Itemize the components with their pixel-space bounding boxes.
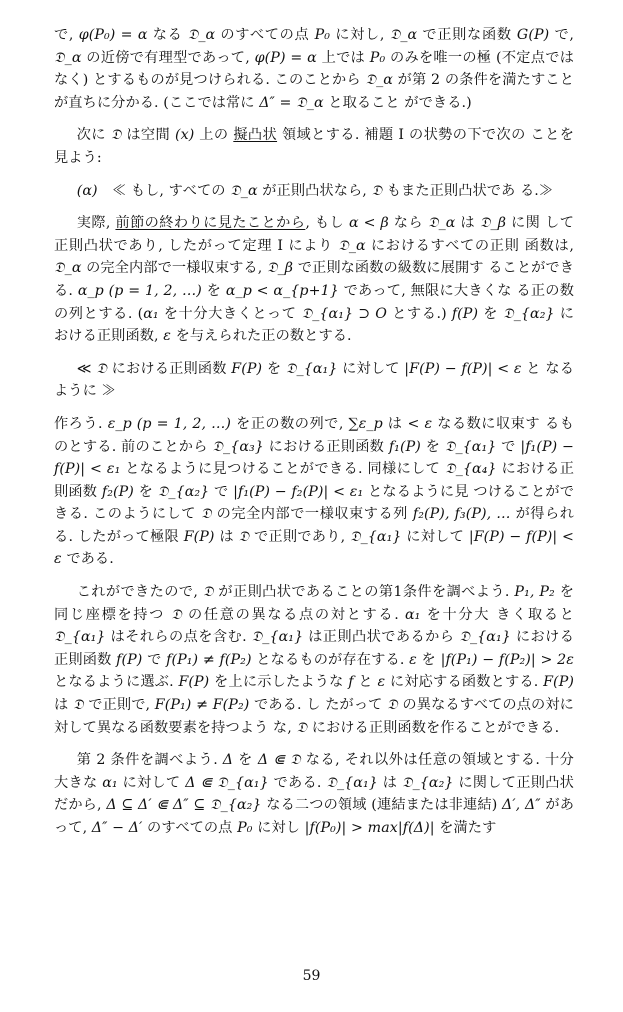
text-run: となるように見 つけることができる. このようにして <box>54 483 575 523</box>
math-expression: α₁ <box>102 774 118 791</box>
paragraph-p2 <box>54 124 574 169</box>
math-expression: 𝔇_{α₂} <box>401 774 454 791</box>
math-expression: f(P) <box>451 305 479 322</box>
text-run: における正則函数を作ることができる. <box>307 719 560 736</box>
text-run: で正則であり, <box>249 528 350 545</box>
math-expression: P₀ <box>314 27 331 43</box>
text-run: に対して <box>117 774 186 791</box>
text-run: と取ること ができる.) <box>323 94 472 111</box>
math-expression: Δ″ − Δ′ <box>91 820 143 836</box>
text-run: を与えられた正の数とする. <box>170 328 352 345</box>
math-expression: 𝔇 <box>201 506 212 523</box>
text-run: 作ろう. <box>54 415 108 432</box>
math-expression: P₀ <box>237 820 253 836</box>
text-run: における正則函数 <box>54 629 574 668</box>
math-expression: |f(P₀)| > max|f(Δ)| <box>304 820 435 836</box>
text-run: は <box>377 774 402 791</box>
math-expression: 𝔇 <box>371 182 383 199</box>
text-run: の異なるすべての点の対に対して異なる函数要素を持つよう な, <box>54 697 574 736</box>
text-run: が正則凸状であることの第1条件を調べよう. <box>213 584 515 601</box>
math-expression: (x) <box>174 127 195 144</box>
text-run: に対して <box>337 360 405 377</box>
text-run: となるように見つけることができる. 同様にして <box>120 461 446 478</box>
text-run: に対して <box>401 528 469 545</box>
text-run: なる数に収束す るものとする. 前のことから <box>54 415 575 455</box>
text-run: と <box>353 674 378 691</box>
text-run: で <box>496 438 521 455</box>
math-expression: Δ ⋐ 𝔇_{α₁} <box>185 774 269 791</box>
text-run: に対し <box>252 820 305 836</box>
text-run: なる, それ以外は任意の領域とする. 十分大きな <box>54 752 574 791</box>
math-expression: f(P) <box>116 651 143 668</box>
text-run: となるものが存在する. <box>251 651 410 668</box>
text-run: を <box>416 651 441 668</box>
text-run: の完全内部で一様収束する列 <box>211 506 413 523</box>
math-expression: α_p < α_{p+1} <box>225 282 339 299</box>
text-run: である. <box>61 551 114 568</box>
paragraph-p5 <box>54 358 574 403</box>
math-expression: 𝔇 <box>96 360 107 377</box>
text-run: に対し, <box>330 27 390 43</box>
paragraph-p1 <box>54 24 574 114</box>
text-run: は <box>455 215 480 232</box>
math-expression: ε_p (p = 1, 2, …) <box>107 415 232 432</box>
math-expression: 𝔇_{α₃} <box>212 438 264 455</box>
math-expression: F(P) <box>178 674 210 691</box>
math-expression: (α) <box>76 182 98 199</box>
text-run: を <box>133 483 158 500</box>
text-run: の任意の異なる点の対とする. <box>181 606 405 623</box>
math-expression: 𝔇_α <box>54 49 82 66</box>
math-expression: Δ′, Δ″ <box>502 797 541 814</box>
text-run: で <box>209 483 234 500</box>
text-run: である. し たがって <box>249 697 388 714</box>
text-run: ≪ もし, すべての <box>97 182 231 199</box>
math-expression: f₂(P) <box>101 483 134 500</box>
text-run: が得られる. したがって極限 <box>54 506 574 545</box>
math-expression: |F(P) − f(P)| < ε <box>404 360 522 377</box>
math-expression: 𝔇_α <box>338 237 366 254</box>
paragraph-p8 <box>54 749 574 839</box>
text-run: で <box>142 651 167 668</box>
text-run: で, <box>549 27 574 43</box>
math-expression: 𝔇_α <box>427 215 456 232</box>
text-run: もまた正則凸状であ る.≫ <box>382 182 554 199</box>
math-expression: α₁ <box>405 606 421 623</box>
text-run: は空間 <box>121 127 175 144</box>
math-expression: 𝔇_{α₂} <box>503 305 555 322</box>
text-run: で正則な函数 <box>417 27 517 43</box>
math-expression: 𝔇 <box>110 127 122 144</box>
text-run: のすべての点 <box>142 820 238 836</box>
page-body <box>54 24 574 850</box>
math-expression: G(P) <box>516 27 550 43</box>
text-run: の近傍で有理型であって, <box>81 49 255 66</box>
text-run: を <box>233 752 258 769</box>
math-expression: f(P₁) ≠ f(P₂) <box>166 651 252 668</box>
math-expression: |f₁(P) − f(P)| < ε₁ <box>54 438 574 478</box>
math-expression: |f(P₁) − f(P₂)| > 2ε <box>440 651 574 668</box>
text-run: を十分大きくとって <box>158 305 302 322</box>
underlined-text: 前節の終わりに見たことから <box>115 215 306 232</box>
math-expression: F(P₁) ≠ F(P₂) <box>154 697 250 714</box>
math-expression: Δ <box>222 752 234 769</box>
text-run: なる二つの領域 (連結または非連結) <box>261 797 503 814</box>
math-expression: 𝔇_α <box>187 27 216 43</box>
math-expression: 𝔇_{α₁} <box>251 629 304 646</box>
text-run: のすべての点 <box>215 27 315 43</box>
math-expression: φ(P₀) = α <box>78 27 148 43</box>
text-run: が正則凸状なら, <box>257 182 372 199</box>
math-expression: Δ ⋐ 𝔇 <box>257 752 301 769</box>
text-run: で, <box>54 27 79 43</box>
text-run: とする.) <box>387 305 452 322</box>
text-run: があって, <box>54 797 574 836</box>
math-expression: 𝔇 <box>387 697 398 714</box>
underlined-text: 擬凸状 <box>233 127 278 144</box>
text-run: に対応する函数とする. <box>385 674 544 691</box>
math-expression: F(P) <box>231 360 263 377</box>
text-run: となるように選ぶ. <box>54 674 179 691</box>
math-expression: φ(P) = α <box>254 49 317 66</box>
text-run: で正則で, <box>83 697 155 714</box>
math-expression: 𝔇_β <box>266 260 294 277</box>
math-expression: F(P) <box>183 528 215 545</box>
math-expression: 𝔇_α <box>365 72 393 89</box>
math-expression: 𝔇_{α₁} ⊃ O <box>301 305 388 322</box>
paragraph-p7 <box>54 581 574 739</box>
text-run: 領域とする. 補題 I の状勢の下で次の ことを見よう: <box>54 127 575 166</box>
math-expression: 𝔇 <box>238 528 250 545</box>
text-run: を <box>478 305 504 322</box>
text-run: が第 2 の条件を満たすことが直ちに分かる. (ここでは常に <box>54 72 575 111</box>
math-expression: |F(P) − f(P)| < ε <box>54 528 574 568</box>
paragraph-p6 <box>54 413 574 571</box>
math-expression: f₁(P) <box>388 438 421 455</box>
text-run: なる <box>147 27 188 43</box>
math-expression: 𝔇_{α₁} <box>459 629 511 646</box>
math-expression: 𝔇 <box>202 584 214 601</box>
text-run: を <box>201 282 226 299</box>
math-expression: α_p (p = 1, 2, …) <box>77 282 202 299</box>
text-run: これができたので, <box>76 584 203 601</box>
math-expression: P₀ <box>369 49 386 66</box>
paragraph-p4 <box>54 212 574 348</box>
text-run: を同じ座標を持つ <box>54 584 575 623</box>
text-run: , もし <box>305 215 350 232</box>
text-run: を上に示したような <box>209 674 349 691</box>
text-run: における正則函数 <box>54 461 574 500</box>
text-run: は正則凸状であるから <box>303 629 460 646</box>
text-run: である. <box>268 774 327 791</box>
math-expression: ε <box>163 328 171 345</box>
math-expression: 𝔇_{α₁} <box>349 528 402 545</box>
text-run: における正則函数 <box>107 360 232 377</box>
text-run: で正則な函数の級数に展開す ることができる. <box>54 260 575 299</box>
text-run: ≪ <box>76 360 97 377</box>
text-run: 上の <box>194 127 234 144</box>
text-run: はそれらの点を含む. <box>105 629 252 646</box>
text-run: に関して正則凸状 だから, <box>54 774 574 814</box>
math-expression: < ε <box>407 415 433 432</box>
math-expression: 𝔇 <box>72 697 84 714</box>
math-expression: ε <box>409 651 417 668</box>
math-expression: 𝔇_{α₁} <box>285 360 338 377</box>
text-run: における正則函数, <box>54 305 574 345</box>
math-expression: F(P) <box>543 674 574 691</box>
math-expression: f₂(P), f₃(P), … <box>412 506 511 523</box>
math-expression: |f₁(P) − f₂(P)| < ε₁ <box>233 483 364 500</box>
text-run: は <box>214 528 239 545</box>
text-run: は <box>382 415 408 432</box>
text-run: と なるように ≫ <box>54 360 574 400</box>
text-run: の完全内部で一様収束する, <box>81 260 267 277</box>
math-expression: f <box>348 674 354 691</box>
math-expression: ε <box>377 674 386 691</box>
math-expression: 𝔇_{α₁} <box>326 774 378 791</box>
text-run: を <box>262 360 286 377</box>
text-run: 実際, <box>76 215 116 232</box>
math-expression: α < β <box>349 215 389 232</box>
text-run: におけるすべての正則 函数は, <box>365 237 574 254</box>
math-expression: 𝔇_{α₁} <box>444 438 497 455</box>
text-run: のみを唯一の極 (不定点ではなく) とするものが見つけられる. このことから <box>54 49 574 89</box>
math-expression: 𝔇_α <box>230 182 258 199</box>
text-run: における正則函数 <box>263 438 389 455</box>
text-run: は <box>54 697 73 714</box>
math-expression: 𝔇_{α₁} <box>54 629 106 646</box>
math-expression: α₁ <box>143 305 159 322</box>
paragraph-p3 <box>54 180 574 203</box>
math-expression: 𝔇_{α₄} <box>445 461 497 478</box>
math-expression: Δ″ = 𝔇_α <box>259 94 324 111</box>
text-run: を満たす <box>434 820 497 836</box>
math-expression: 𝔇 <box>171 606 182 623</box>
text-run: を十分大 きく取ると <box>420 606 574 623</box>
text-run: であって, 無限に大きくな る正の数の列とする. ( <box>54 282 575 322</box>
text-run: 次に <box>76 127 111 144</box>
text-run: 上では <box>316 49 370 66</box>
math-expression: 𝔇_{α₂} <box>157 483 210 500</box>
text-run: に関 して正則凸状であり, したがって定理 I により <box>54 215 575 254</box>
text-run: を <box>420 438 445 455</box>
math-expression: 𝔇_α <box>389 27 418 43</box>
text-run: なら <box>388 215 428 232</box>
math-expression: 𝔇_β <box>479 215 507 232</box>
text-run: を正の数の列で, <box>231 415 349 432</box>
math-expression: 𝔇 <box>296 719 308 736</box>
math-expression: P₁, P₂ <box>514 584 555 601</box>
math-expression: Δ ⊆ Δ′ ⋐ Δ″ ⊆ 𝔇_{α₂} <box>106 797 262 814</box>
math-expression: ∑ε_p <box>348 415 383 432</box>
page-number: 59 <box>302 968 321 984</box>
text-run: 第 2 条件を調べよう. <box>76 752 223 769</box>
math-expression: 𝔇_α <box>54 260 82 277</box>
